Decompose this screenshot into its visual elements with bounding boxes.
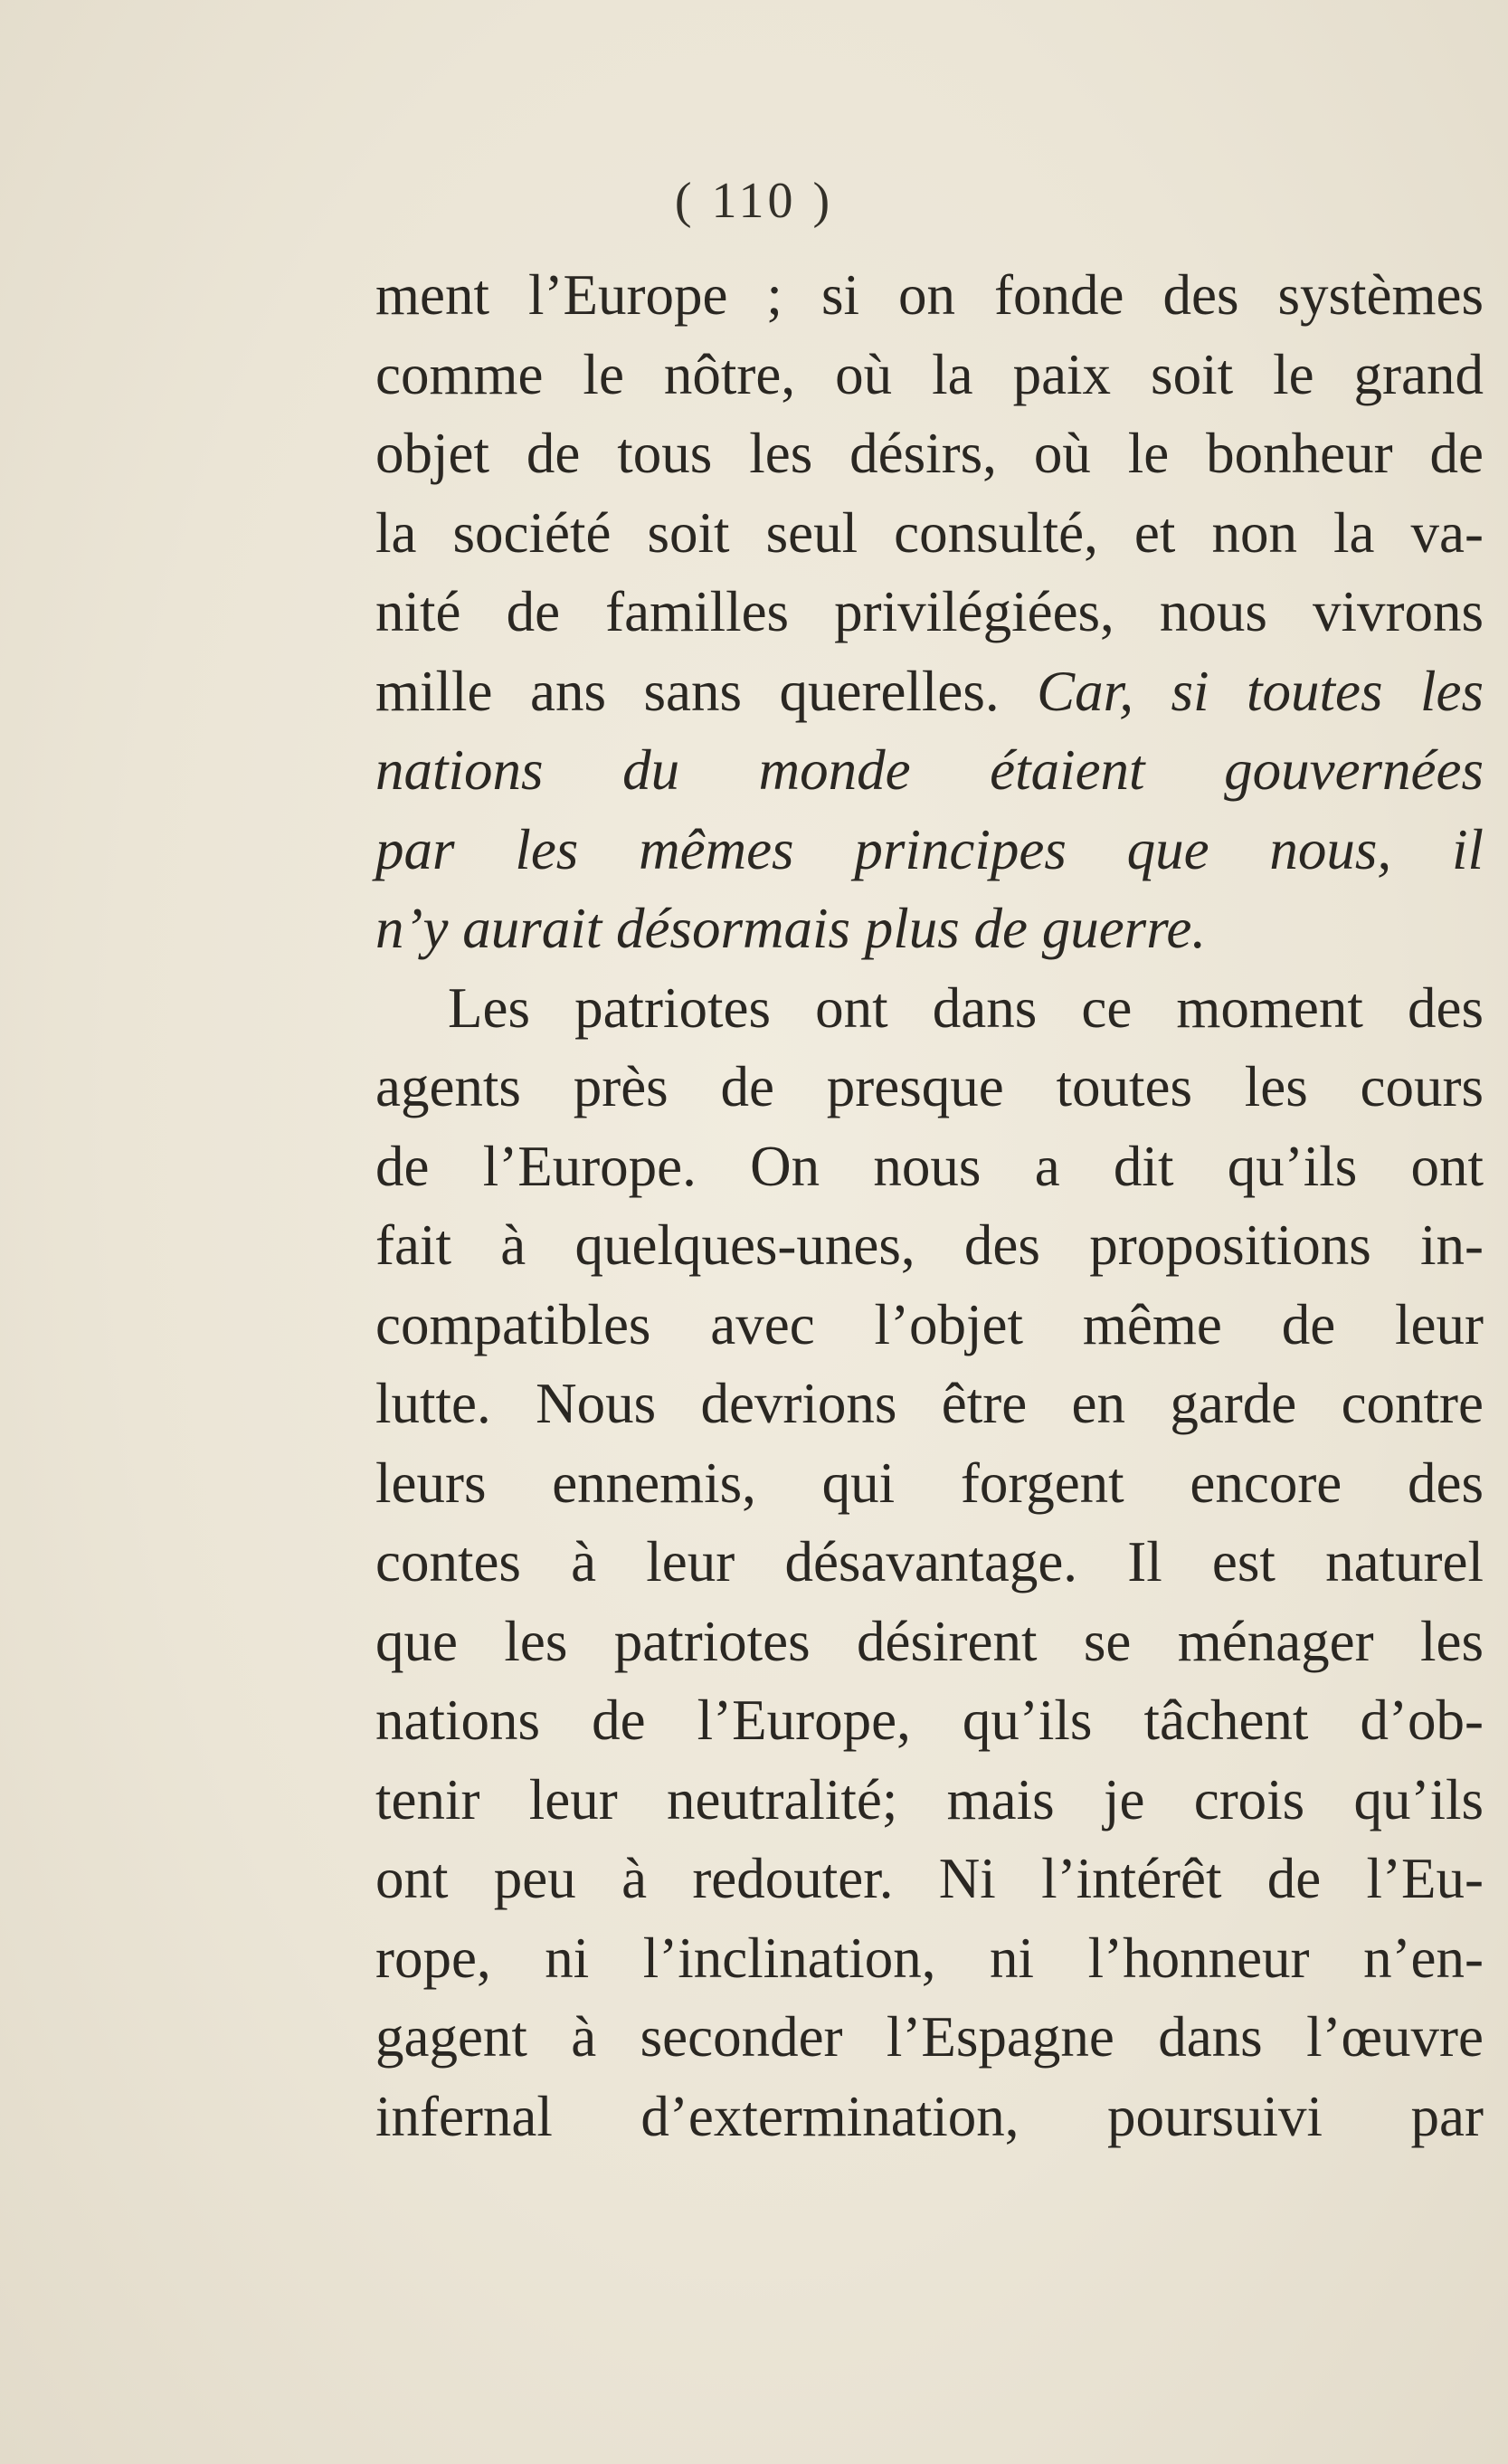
text-line: ont peu à redouter. Ni l’intérêt de l’Eu- (375, 1847, 1484, 1910)
body-text (375, 256, 1484, 2156)
text-line: nité de familles privilégiées, nous vivrons (375, 580, 1484, 643)
text-line: rope, ni l’inclination, ni l’honneur n’en- (375, 1926, 1484, 1990)
text-line: la société soit seul consulté, et non la va- (375, 500, 1484, 565)
text-line: par les mêmes principes que nous, il (375, 817, 1484, 881)
text-line: leurs ennemis, qui forgent encore des (375, 1451, 1484, 1515)
text-line-roman-part: mille ans sans querelles. (375, 659, 1000, 723)
text-line: compatibles avec l’objet même de leur (375, 1292, 1484, 1356)
text-line: agents près de presque toutes les cours (375, 1055, 1484, 1118)
text-line: que les patriotes désirent se ménager les (375, 1609, 1484, 1673)
text-line: n’y aurait désormais plus de guerre. (375, 897, 1207, 960)
text-line: de l’Europe. On nous a dit qu’ils ont (375, 1134, 1484, 1198)
text-line: infernal d’extermination, poursuivi par (375, 2084, 1484, 2148)
text-line: lutte. Nous devrions être en garde contre (375, 1372, 1484, 1435)
text-line: ment l’Europe ; si on fonde des systèmes (375, 263, 1484, 327)
text-line: nations du monde étaient gouvernées (375, 738, 1484, 802)
paragraph-start-line: Les patriotes ont dans ce moment des (448, 975, 1484, 1040)
text-line: fait à quelques-unes, des propositions in- (375, 1213, 1484, 1277)
text-line: objet de tous les désirs, où le bonheur de (375, 422, 1484, 485)
text-line: gagent à seconder l’Espagne dans l’œuvre (375, 2005, 1484, 2069)
text-line-mixed (375, 652, 1484, 732)
text-line-italic-part: Car, si toutes les (1037, 659, 1484, 723)
page-number: ( 110 ) (674, 173, 834, 229)
text-line: contes à leur désavantage. Il est naturel (375, 1530, 1484, 1594)
text-line: nations de l’Europe, qu’ils tâchent d’ob- (375, 1689, 1484, 1752)
text-line: comme le nôtre, où la paix soit le grand (375, 342, 1484, 406)
text-line: tenir leur neutralité; mais je crois qu’ils (375, 1767, 1484, 1831)
